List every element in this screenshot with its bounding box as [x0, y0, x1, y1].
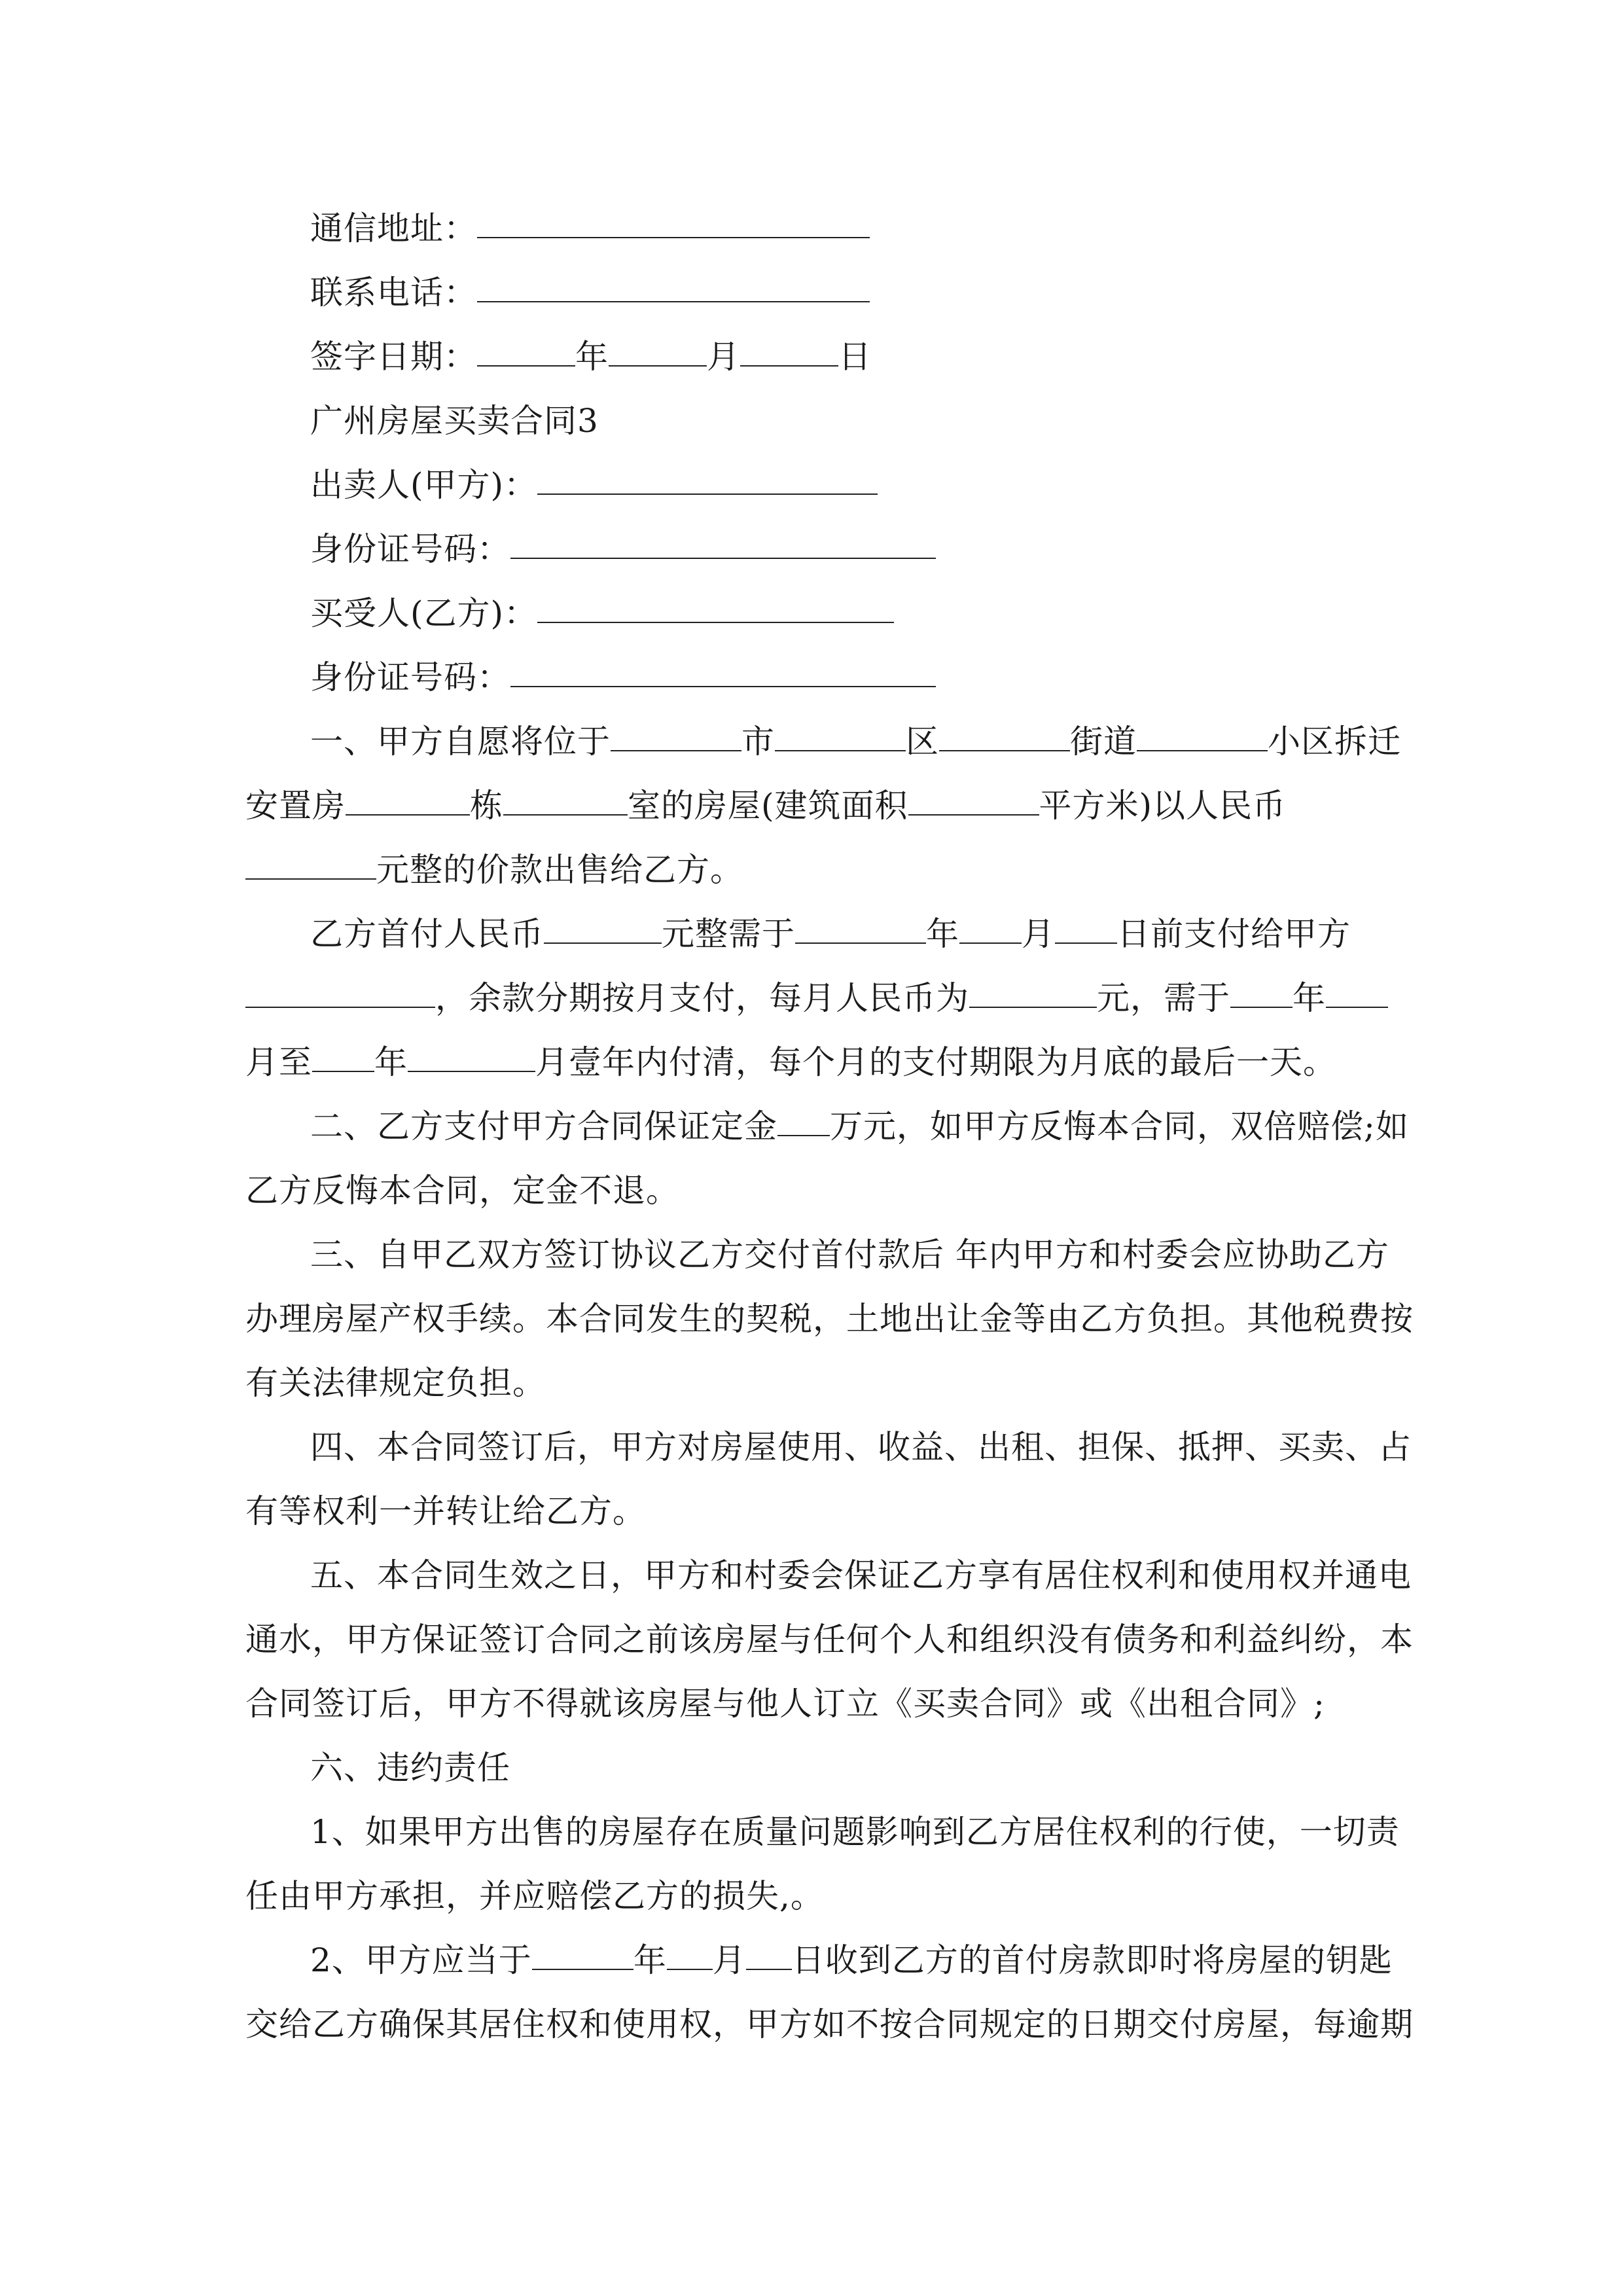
- down-payment-blank: [544, 902, 662, 944]
- until-text: 月至: [245, 1043, 312, 1081]
- deposit-rule-text: 万元，如甲方反悔本合同，双倍赔偿;如: [830, 1107, 1409, 1145]
- account-blank: [245, 966, 435, 1008]
- due-text: 元整需于: [662, 915, 795, 953]
- street-blank: [939, 709, 1070, 751]
- room-text: 室的房屋(建筑面积: [628, 787, 908, 825]
- due-year-blank: [795, 902, 926, 944]
- year-blank: [477, 325, 575, 367]
- payoff-text: 月壹年内付清，每个月的支付期限为月底的最后一天。: [535, 1043, 1336, 1081]
- city-blank: [611, 709, 741, 751]
- month-text: 月: [707, 338, 740, 376]
- phone-line: [310, 260, 870, 325]
- due-month-blank: [959, 902, 1022, 944]
- delivery-year-blank: [532, 1928, 633, 1970]
- buyer-id-label: 身份证号码：: [310, 658, 510, 696]
- seller-label: 出卖人(甲方)：: [310, 466, 538, 504]
- clause4-line1: 四、本合同签订后，甲方对房屋使用、收益、出租、担保、抵押、买卖、占: [310, 1428, 1412, 1466]
- address-line: [310, 196, 870, 260]
- pay-to-text: 日前支付给甲方: [1117, 915, 1351, 953]
- sign-date-label: 签字日期：: [310, 338, 477, 376]
- payment-line1: [310, 902, 1351, 966]
- down-payment-text: 乙方首付人民币: [310, 915, 544, 953]
- start-year-blank: [1230, 966, 1293, 1008]
- buyer-line: [310, 581, 894, 645]
- deposit-blank: [777, 1094, 830, 1136]
- clause6-title: 六、违约责任: [310, 1749, 510, 1787]
- delivery-month-text: 月: [712, 1941, 746, 1979]
- clause3-line1: 三、自甲乙双方签订协议乙方交付首付款后 年内甲方和村委会应协助乙方: [310, 1236, 1389, 1274]
- buyer-label: 买受人(乙方)：: [310, 594, 538, 632]
- delivery-day-blank: [746, 1928, 792, 1970]
- price-text: 元整的价款出售给乙方。: [376, 851, 743, 889]
- contract-title: 广州房屋买卖合同3: [310, 402, 599, 440]
- clause6-item2-line1: [310, 1928, 1393, 1992]
- due-year-text: 年: [926, 915, 959, 953]
- clause5-line3: 合同签订后，甲方不得就该房屋与他人订立《买卖合同》或《出租合同》;: [245, 1685, 1325, 1723]
- installment-text: ，余款分期按月支付，每月人民币为: [435, 979, 969, 1017]
- end-month-blank: [408, 1030, 535, 1072]
- address-label: 通信地址：: [310, 209, 477, 247]
- seller-id-label: 身份证号码：: [310, 530, 510, 568]
- seller-blank: [537, 453, 878, 495]
- community-blank: [1137, 709, 1268, 751]
- day-blank: [740, 325, 838, 367]
- clause6-item1-line2: 任由甲方承担，并应赔偿乙方的损失,。: [245, 1877, 824, 1915]
- deposit-text: 二、乙方支付甲方合同保证定金: [310, 1107, 777, 1145]
- clause4-line2: 有等权利一并转让给乙方。: [245, 1492, 646, 1530]
- clause1-line1: [310, 709, 1401, 774]
- area-blank: [908, 774, 1039, 816]
- payment-line2: [245, 966, 1388, 1030]
- clause6-item1-line1: 1、如果甲方出售的房屋存在质量问题影响到乙方居住权利的行使，一切责: [310, 1813, 1400, 1851]
- phone-label: 联系电话：: [310, 274, 477, 312]
- building-blank: [346, 774, 470, 816]
- clause1-text: 一、甲方自愿将位于: [310, 723, 611, 761]
- clause1-line3: [245, 838, 743, 902]
- seller-id-blank: [510, 517, 936, 559]
- key-handover-text: 日收到乙方的首付房款即时将房屋的钥匙: [791, 1941, 1393, 1979]
- monthly-blank: [969, 966, 1097, 1008]
- day-text: 日: [838, 338, 872, 376]
- resettlement-text: 安置房: [245, 787, 346, 825]
- seller-id-line: [310, 517, 936, 581]
- end-year-text: 年: [374, 1043, 408, 1081]
- end-year-blank: [312, 1030, 374, 1072]
- district-text: 区: [906, 723, 939, 761]
- delivery-text: 2、甲方应当于: [310, 1941, 532, 1979]
- start-month-blank: [1326, 966, 1388, 1008]
- clause3-line2: 办理房屋产权手续。本合同发生的契税，土地出让金等由乙方负担。其他税费按: [245, 1300, 1414, 1338]
- sign-date-line: [310, 325, 872, 389]
- room-blank: [503, 774, 628, 816]
- due-month-text: 月: [1022, 915, 1055, 953]
- clause5-line1: 五、本合同生效之日，甲方和村委会保证乙方享有居住权利和使用权并通电: [310, 1556, 1412, 1594]
- buyer-id-blank: [510, 645, 936, 687]
- street-text: 街道: [1070, 723, 1137, 761]
- monthly-text: 元，需于: [1097, 979, 1230, 1017]
- buyer-id-line: [310, 645, 936, 709]
- area-text: 平方米)以人民币: [1039, 787, 1287, 825]
- delivery-month-blank: [667, 1928, 713, 1970]
- year-text: 年: [575, 338, 609, 376]
- payment-line3: [245, 1030, 1336, 1094]
- seller-line: [310, 453, 878, 517]
- clause3-line3: 有关法律规定负担。: [245, 1364, 546, 1402]
- building-text: 栋: [470, 787, 503, 825]
- due-day-blank: [1055, 902, 1117, 944]
- clause2-line1: [310, 1094, 1409, 1158]
- clause5-line2: 通水，甲方保证签订合同之前该房屋与任何个人和组织没有债务和利益纠纷，本: [245, 1621, 1414, 1659]
- clause2-line2: 乙方反悔本合同，定金不退。: [245, 1172, 679, 1210]
- clause1-line2: [245, 774, 1286, 838]
- month-blank: [609, 325, 707, 367]
- start-year-text: 年: [1293, 979, 1326, 1017]
- address-blank: [477, 196, 870, 238]
- district-blank: [775, 709, 906, 751]
- city-text: 市: [741, 723, 775, 761]
- clause6-item2-line2: 交给乙方确保其居住权和使用权，甲方如不按合同规定的日期交付房屋，每逾期: [245, 2005, 1414, 2043]
- delivery-year-text: 年: [633, 1941, 667, 1979]
- phone-blank: [477, 260, 870, 302]
- buyer-blank: [537, 581, 894, 623]
- price-blank: [245, 838, 376, 880]
- community-text: 小区拆迁: [1268, 723, 1401, 761]
